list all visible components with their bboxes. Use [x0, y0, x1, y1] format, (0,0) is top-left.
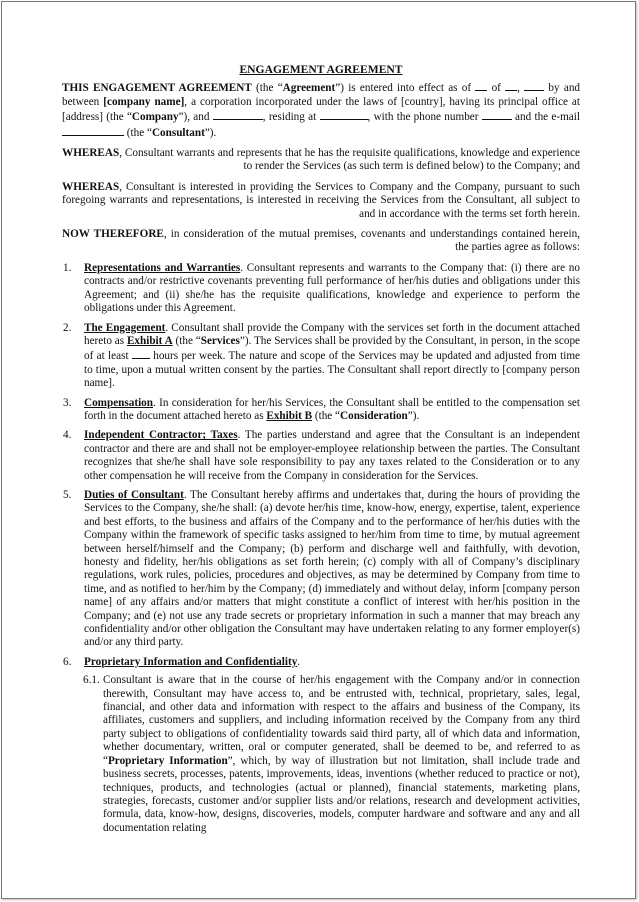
section-heading: Independent Contractor; Taxes: [84, 429, 238, 442]
section-heading: Compensation: [84, 396, 153, 409]
term-proprietary-information: Proprietary Information: [107, 754, 228, 767]
section-4: 4. Independent Contractor; Taxes. The parties understand and agree that the Consultant is an independent contractor and there are and shall not be employer-employee relationship between the parties. The Consultant recognizes that she/he shall have sole responsibility to pay any taxes related to the Consideration or to any other compensation he will receive from the Company in consideration for the Services.: [63, 429, 580, 482]
intro-lead: THIS ENGAGEMENT AGREEMENT: [62, 82, 252, 95]
document-page: [1, 1, 636, 899]
term-consultant: Consultant: [151, 126, 205, 139]
section-heading: The Engagement: [84, 321, 166, 334]
section-3: 3. Compensation. In consideration for her/his Services, the Consultant shall be entitled to the compensation set forth in the document attached hereto as Exhibit B (the “Consideration”).: [63, 396, 580, 422]
company-name: [company name]: [103, 95, 185, 108]
blank-consultant-name: [213, 109, 263, 120]
term-services: Services: [200, 334, 240, 347]
subsection-6-1: 6.1. Consultant is aware that in the course of her/his engagement with the Company and/or in connection therewith, Consultant may have access to, and be entrusted with, technical, proprietary, sales, legal, financial, and other data and information with respect to the affairs and business of the Company, its affiliates, customers and suppliers, and including information received by the Company from any third party subject to obligations of confidentiality towards said third party, all of which data and information, whether documentary, written, oral or computer generated, shall be deemed to be, and referred to as “Proprietary Information”, which, by way of illustration but not limitation, shall include trade and business secrets, processes, patents, improvements, ideas, inventions (whether reduced to practice or not), techniques, products, and technologies (actual or planned), financial statements, marketing plans, strategies, forecasts, customer and/or supplier lists and/or relations, research and development activities, formula, data, know-how, designs, discoveries, models, computer hardware and software and any and all documentation relating: [83, 674, 580, 834]
now-therefore: NOW THEREFORE, in consideration of the mutual premises, covenants and understandings contained herein, the parties agree as follows:: [62, 228, 580, 254]
section-6: 6. Proprietary Information and Confidentiality.: [63, 655, 301, 668]
document-body: [62, 63, 580, 835]
term-consideration: Consideration: [340, 409, 408, 422]
intro-paragraph: THIS ENGAGEMENT AGREEMENT (the “Agreement”) is entered into effect as of of , by and between [company name], a corporation incorporated under the laws of [country], having its principal office at [address] (the “Company”), and , residing at , with the phone number and the e-mail (the “Consultant”).: [62, 82, 581, 139]
section-heading: Duties of Consultant: [84, 488, 184, 501]
blank-year: [524, 80, 544, 91]
whereas-1: WHEREAS, Consultant warrants and represents that he has the requisite qualifications, knowledge and experience to render the Services (as such term is defined below) to the Company; and: [62, 147, 580, 173]
section-heading: Representations and Warranties: [84, 261, 241, 274]
section-2: 2. The Engagement. Consultant shall provide the Company with the services set forth in the document attached hereto as Exhibit A (the “Services”). The Services shall be provided by the Consultant, in person, in the scope of at least hours per week. The nature and scope of the Services may be updated and adjusted from time to time, upon a mutual written consent by the parties. The Consultant shall report directly to [company person name].: [63, 321, 581, 390]
term-agreement: Agreement: [282, 82, 336, 95]
section-5: 5. Duties of Consultant. The Consultant hereby affirms and undertakes that, during the hours of providing the Services to the Company, she/he shall: (a) devote her/his time, know-how, energy, expertise, talent, experience and best efforts, to the business and affairs of the Company and to the performance of her/his duties with the Company within the framework of specific tasks assigned to her/him from time to time, by mutual agreement between herself/himself and the Company; (b) perform and discharge well and faithfully, with devotion, honesty and fidelity, her/his obligations as set forth herein; (c) comply with all of Company’s disciplinary regulations, work rules, policies, procedures and objectives, as may be determined by Company from time to time, and as notified to her/him by the Company; (d) immediately and without delay, inform [company person name] of any affairs and/or matters that might constitute a conflict of interest with her/his position in the Company; and (e) not use any trade secrets or proprietary information in such a manner that may breach any confidentiality and/or other obligation the Consultant may have undertaken relating to any former employer(s) and/or any third party.: [63, 488, 580, 649]
blank-month: [505, 80, 517, 91]
blank-hours: [132, 348, 150, 359]
blank-email: [62, 125, 124, 136]
blank-address: [320, 109, 368, 120]
whereas-2: WHEREAS, Consultant is interested in providing the Services to Company and the Company, pursuant to such foregoing warrants and representations, is interested in receiving the Services from the Consultant, all subject to and in accordance with the terms set forth herein.: [62, 180, 580, 220]
sections-list: [62, 262, 580, 835]
exhibit-b: Exhibit B: [266, 409, 313, 422]
exhibit-a: Exhibit A: [126, 334, 173, 347]
document-title: ENGAGEMENT AGREEMENT: [239, 63, 403, 76]
term-company: Company: [131, 111, 179, 124]
section-1: 1. Representations and Warranties. Consultant represents and warrants to the Company that: (i) there are no contracts and/or restrictive covenants preventing full performance of her/his duties and obligations under this Agreement; and (ii) she/he has the requisite qualifications, knowledge and experience to perform the obligations under this Agreement.: [63, 261, 580, 315]
blank-phone: [482, 109, 512, 120]
blank-day: [475, 80, 487, 91]
section-heading: Proprietary Information and Confidentiality: [84, 655, 298, 668]
